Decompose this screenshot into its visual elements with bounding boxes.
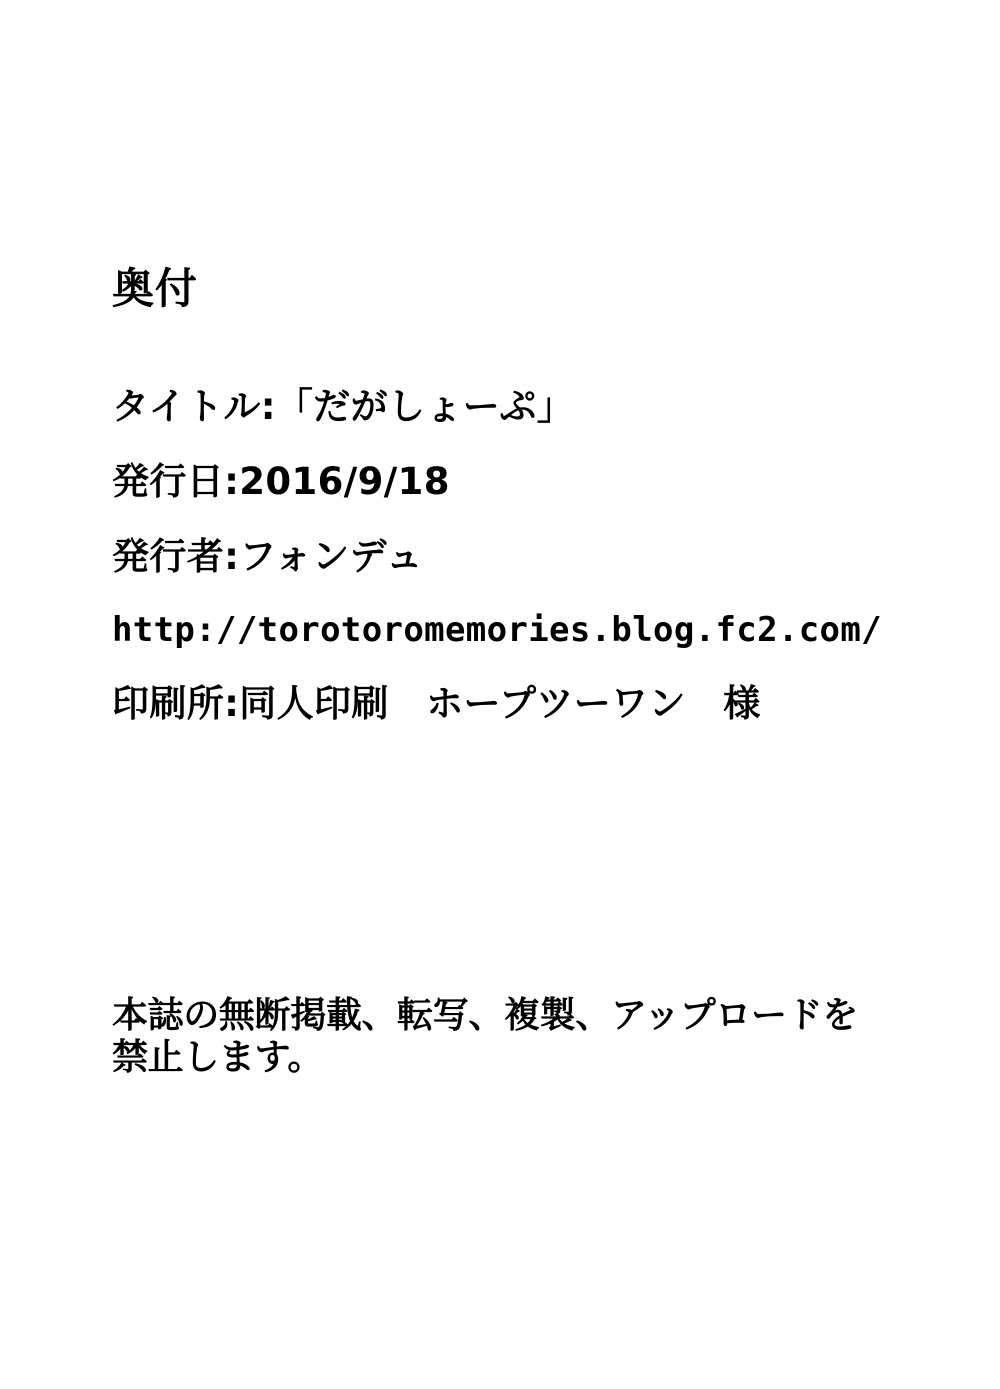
info-line-publisher: 発行者:フォンデュ xyxy=(112,535,424,578)
notice-line-1: 本誌の無断掲載、転写、複製、アップロードを xyxy=(112,995,858,1036)
info-line-title: タイトル:「だがしょーぷ」 xyxy=(112,385,575,428)
publication-info-list xyxy=(112,385,932,760)
info-line-website-url: http://torotoromemories.blog.fc2.com/ xyxy=(112,610,882,650)
info-line-printer: 印刷所:同人印刷 ホープツーワン 様 xyxy=(112,682,761,725)
notice-line-2: 禁止します。 xyxy=(112,1037,323,1079)
page-title: 奥付 xyxy=(112,264,198,313)
info-line-publication-date: 発行日:2016/9/18 xyxy=(112,460,450,503)
copyright-notice xyxy=(112,995,912,1080)
